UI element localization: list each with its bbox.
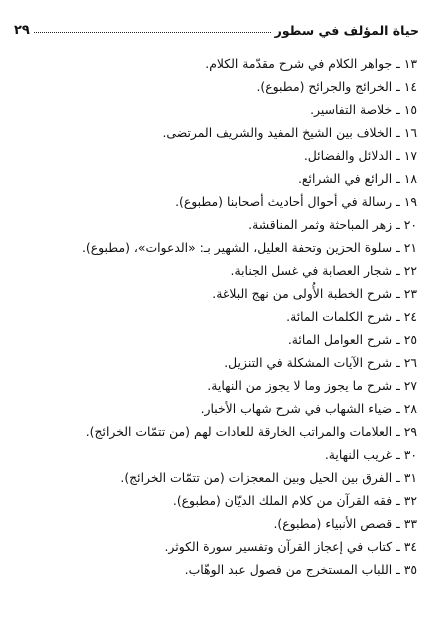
works-list xyxy=(12,52,417,581)
list-item: ٣٢ ـ فقه القرآن من كلام الملك الديّان (مطبوع). xyxy=(172,493,417,508)
list-item: ٢٨ ـ ضياء الشهاب في شرح شهاب الأخبار. xyxy=(200,401,417,416)
list-item: ٣٤ ـ كتاب في إعجاز القرآن وتفسير سورة الكوثر. xyxy=(164,539,417,554)
item-number: ٣٣ xyxy=(403,516,417,531)
list-item: ١٣ ـ جواهر الكلام في شرح مقدّمة الكلام. xyxy=(205,56,417,71)
item-title: ضياء الشهاب في شرح شهاب الأخبار. xyxy=(200,401,393,416)
item-title: شرح الآيات المشكلة في التنزيل. xyxy=(224,355,393,370)
list-item: ٢٧ ـ شرح ما يجوز وما لا يجوز من النهاية. xyxy=(207,378,417,393)
list-item: ٢٥ ـ شرح العوامل المائة. xyxy=(287,332,417,347)
item-title: قصص الأنبياء (مطبوع). xyxy=(273,516,393,531)
item-title: رسالة في أحوال أحاديث أصحابنا (مطبوع). xyxy=(175,194,393,209)
item-number: ٢٧ xyxy=(403,378,417,393)
item-number: ٣١ xyxy=(403,470,417,485)
item-title: الرائع في الشرائع. xyxy=(297,171,393,186)
list-item: ٣١ ـ الفرق بين الحيل وبين المعجزات (من تتمّات الخرائج). xyxy=(120,470,417,485)
item-title: الدلائل والفضائل. xyxy=(303,148,393,163)
item-title: خلاصة التفاسير. xyxy=(310,102,393,117)
list-item: ١٧ ـ الدلائل والفضائل. xyxy=(303,148,417,163)
running-title: حياة المؤلف في سطور xyxy=(274,23,419,38)
list-item: ١٨ ـ الرائع في الشرائع. xyxy=(297,171,417,186)
item-title: غريب النهاية. xyxy=(324,447,393,462)
item-title: سلوة الحزين وتحفة العليل، الشهير بـ: «الدعوات»، (مطبوع). xyxy=(81,240,393,255)
list-item: ١٤ ـ الخرائج والجرائح (مطبوع). xyxy=(256,79,417,94)
list-item: ٢٢ ـ شجار العصابة في غسل الجنابة. xyxy=(230,263,417,278)
item-number: ٢٠ xyxy=(403,217,417,232)
item-number: ٢٦ xyxy=(403,355,417,370)
item-number: ٣٤ xyxy=(403,539,417,554)
item-number: ٣٥ xyxy=(403,562,417,577)
item-title: شرح الخطبة الأُولى من نهج البلاغة. xyxy=(212,286,393,301)
item-number: ١٥ xyxy=(403,102,417,117)
page-number: ٢٩ xyxy=(14,23,30,38)
list-item: ٢١ ـ سلوة الحزين وتحفة العليل، الشهير بـ: «الدعوات»، (مطبوع). xyxy=(81,240,417,255)
list-item: ٢٤ ـ شرح الكلمات المائة. xyxy=(286,309,417,324)
item-number: ٢٩ xyxy=(403,424,417,439)
item-number: ٣٠ xyxy=(403,447,417,462)
item-number: ١٣ xyxy=(403,56,417,71)
item-number: ١٨ xyxy=(403,171,417,186)
item-title: شرح العوامل المائة. xyxy=(287,332,393,347)
item-number: ٢٣ xyxy=(403,286,417,301)
item-title: شرح الكلمات المائة. xyxy=(286,309,393,324)
list-item: ٣٣ ـ قصص الأنبياء (مطبوع). xyxy=(273,516,417,531)
item-title: شجار العصابة في غسل الجنابة. xyxy=(230,263,393,278)
item-title: زهر المباحثة وثمر المناقشة. xyxy=(248,217,393,232)
item-number: ٢١ xyxy=(403,240,417,255)
item-number: ١٧ xyxy=(403,148,417,163)
item-title: الخلاف بين الشيخ المفيد والشريف المرتضى. xyxy=(162,125,393,140)
item-title: الفرق بين الحيل وبين المعجزات (من تتمّات الخرائج). xyxy=(120,470,393,485)
page-header xyxy=(14,16,419,38)
list-item: ٢٣ ـ شرح الخطبة الأُولى من نهج البلاغة. xyxy=(212,286,417,301)
item-number: ٢٢ xyxy=(403,263,417,278)
item-number: ١٦ xyxy=(403,125,417,140)
item-title: جواهر الكلام في شرح مقدّمة الكلام. xyxy=(205,56,393,71)
item-number: ١٩ xyxy=(403,194,417,209)
item-number: ٢٨ xyxy=(403,401,417,416)
list-item: ٢٦ ـ شرح الآيات المشكلة في التنزيل. xyxy=(224,355,417,370)
list-item: ٢٩ ـ العلامات والمراتب الخارقة للعادات لهم (من تتمّات الخرائج). xyxy=(85,424,417,439)
list-item: ٣٥ ـ اللباب المستخرج من فصول عبد الوهّاب. xyxy=(184,562,417,577)
item-title: فقه القرآن من كلام الملك الديّان (مطبوع). xyxy=(172,493,393,508)
list-item: ٣٠ ـ غريب النهاية. xyxy=(324,447,417,462)
item-number: ١٤ xyxy=(403,79,417,94)
item-title: العلامات والمراتب الخارقة للعادات لهم (من تتمّات الخرائج). xyxy=(85,424,393,439)
item-title: الخرائج والجرائح (مطبوع). xyxy=(256,79,393,94)
item-title: شرح ما يجوز وما لا يجوز من النهاية. xyxy=(207,378,393,393)
item-number: ٢٤ xyxy=(403,309,417,324)
item-number: ٢٥ xyxy=(403,332,417,347)
item-number: ٣٢ xyxy=(403,493,417,508)
dotted-leader xyxy=(34,32,271,33)
list-item: ٢٠ ـ زهر المباحثة وثمر المناقشة. xyxy=(248,217,417,232)
list-item: ١٥ ـ خلاصة التفاسير. xyxy=(310,102,417,117)
item-title: اللباب المستخرج من فصول عبد الوهّاب. xyxy=(184,562,393,577)
item-title: كتاب في إعجاز القرآن وتفسير سورة الكوثر. xyxy=(164,539,393,554)
list-item: ١٩ ـ رسالة في أحوال أحاديث أصحابنا (مطبوع). xyxy=(175,194,417,209)
list-item: ١٦ ـ الخلاف بين الشيخ المفيد والشريف المرتضى. xyxy=(162,125,417,140)
